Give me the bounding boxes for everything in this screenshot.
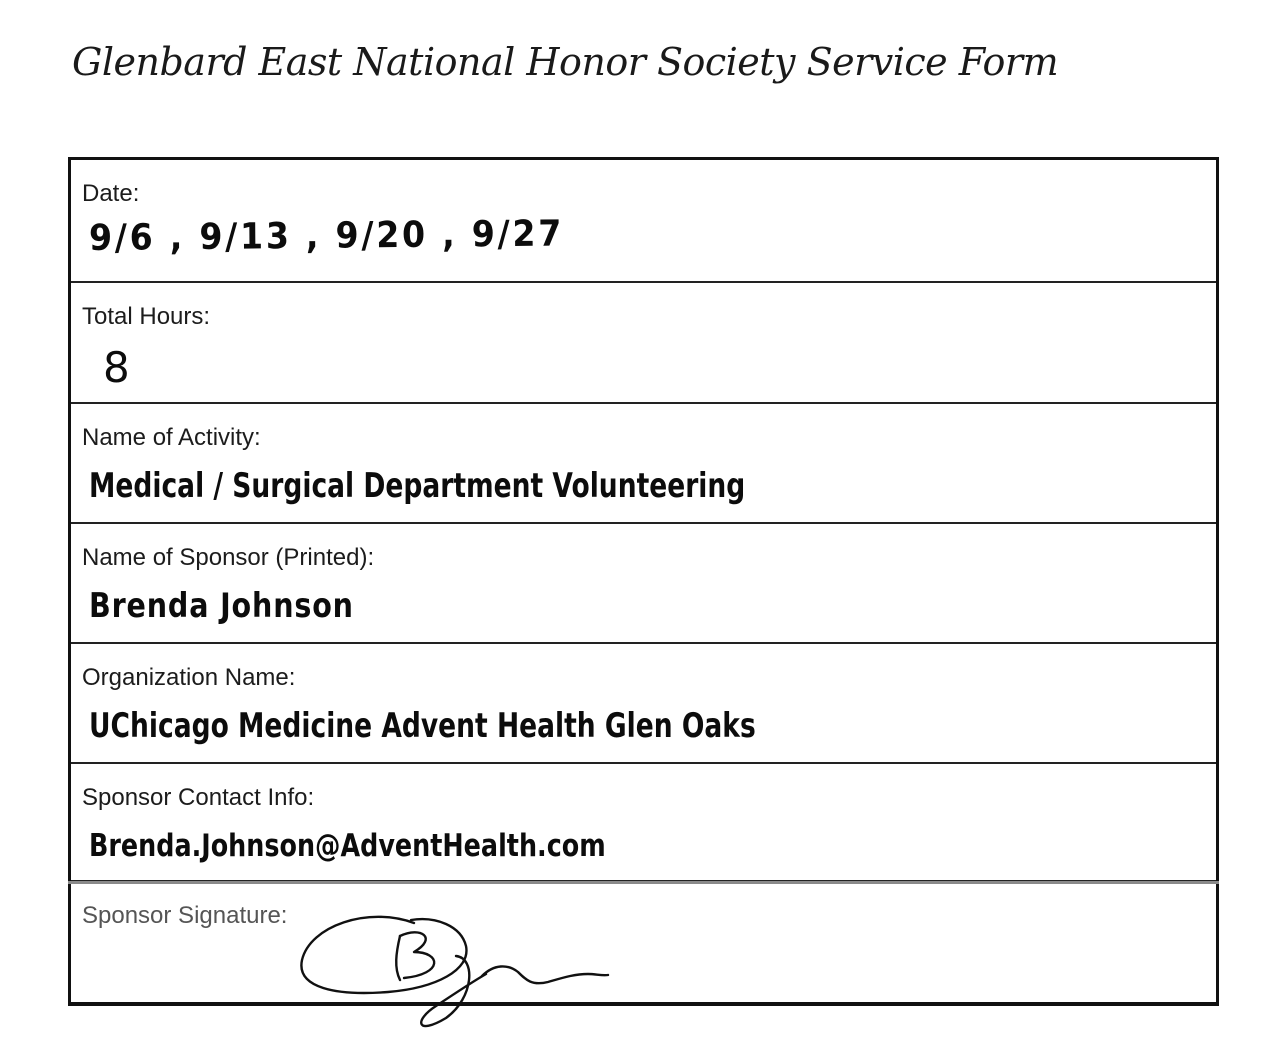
sponsor-signature[interactable] [296,908,616,1033]
signature-row [71,884,1216,1002]
date-label: Date: [82,180,140,207]
service-form-table [68,157,1219,1006]
contact-row [71,764,1216,882]
contact-label: Sponsor Contact Info: [82,784,315,811]
signature-label: Sponsor Signature: [82,902,288,929]
activity-row [71,404,1216,524]
date-row [71,160,1216,283]
sponsor-name-value[interactable]: Brenda Johnson [89,586,354,626]
total-hours-label: Total Hours: [82,303,211,330]
total-hours-row [71,283,1216,404]
form-title: Glenbard East National Honor Society Service Form [72,40,1059,84]
total-hours-value[interactable]: 8 [103,343,130,392]
organization-value[interactable]: UChicago Medicine Advent Health Glen Oaks [89,706,756,746]
organization-label: Organization Name: [82,664,296,691]
activity-label: Name of Activity: [82,424,261,451]
activity-value[interactable]: Medical / Surgical Department Volunteering [89,466,746,506]
organization-row [71,644,1216,764]
date-value[interactable]: 9/6 , 9/13 , 9/20 , 9/27 [88,213,565,259]
contact-value[interactable]: Brenda.Johnson@AdventHealth.com [89,828,606,864]
sponsor-name-row [71,524,1216,644]
sponsor-name-label: Name of Sponsor (Printed): [82,544,375,571]
